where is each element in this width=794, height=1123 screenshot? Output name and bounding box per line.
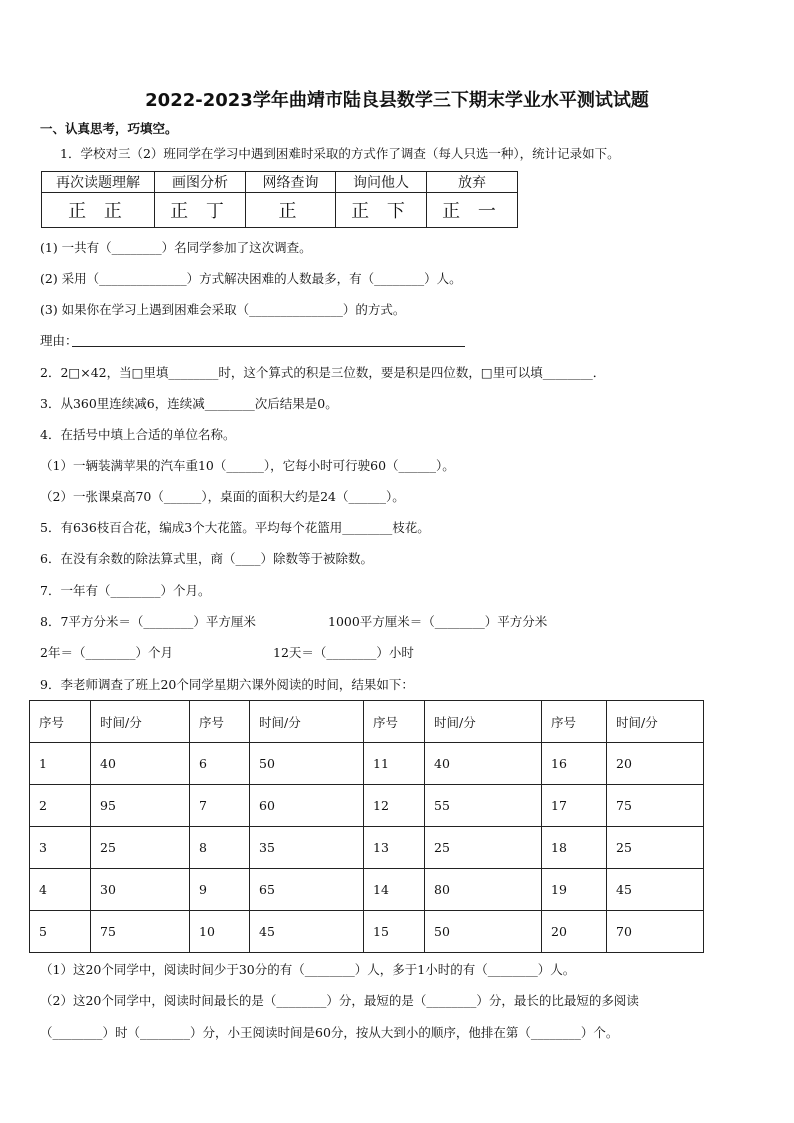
header-cell-time: 时间/分 [607,701,704,743]
table-row [30,911,704,953]
q4-stem: 4．在括号中填上合适的单位名称。 [40,427,236,442]
table-cell: 9 [190,869,250,911]
table-cell: 75 [91,911,190,953]
q9-sub2-line2: （________）时（________）分，小王阅读时间是60分，按从大到小的顺序，他排在第（________）个。 [40,1025,619,1040]
table-row [30,785,704,827]
tally-header: 再次读题理解 [42,172,155,193]
table-cell: 50 [250,743,364,785]
table-cell: 11 [364,743,425,785]
table-cell: 19 [542,869,607,911]
table-cell: 3 [30,827,91,869]
table-cell: 40 [91,743,190,785]
tally-mark: 正 [246,193,336,228]
table-cell: 4 [30,869,91,911]
table-cell: 17 [542,785,607,827]
page-title: 2022-2023学年曲靖市陆良县数学三下期末学业水平测试试题 [145,90,649,111]
table-cell: 18 [542,827,607,869]
table-row [30,743,704,785]
table-cell: 16 [542,743,607,785]
tally-header: 网络查询 [246,172,336,193]
q8-c: 2年＝（________）个月 [40,645,173,660]
header-cell-no: 序号 [190,701,250,743]
q8-b: 1000平方厘米＝（________）平方分米 [328,614,548,629]
table-cell: 7 [190,785,250,827]
header-cell-time: 时间/分 [425,701,542,743]
q1-sub2: (2) 采用（______________）方式解决困难的人数最多，有（________）人。 [40,271,462,286]
table-cell: 20 [542,911,607,953]
q9-stem: 9．李老师调查了班上20个同学星期六课外阅读的时间，结果如下： [40,677,414,692]
table-row [30,827,704,869]
table-cell: 10 [190,911,250,953]
q4-sub1: （1）一辆装满苹果的汽车重10（______），它每小时可行驶60（______）。 [40,458,455,473]
q8-d: 12天＝（________）小时 [273,645,414,660]
q6: 6．在没有余数的除法算式里，商（____）除数等于被除数。 [40,551,373,566]
q5: 5．有636枝百合花，编成3个大花篮。平均每个花篮用________枝花。 [40,520,430,535]
table-cell: 25 [91,827,190,869]
table-cell: 30 [91,869,190,911]
header-cell-no: 序号 [364,701,425,743]
table-cell: 60 [250,785,364,827]
tally-mark: 正 下 [336,193,427,228]
table-cell: 45 [250,911,364,953]
q3: 3．从360里连续减6，连续减________次后结果是0。 [40,396,338,411]
table-cell: 40 [425,743,542,785]
table-cell: 8 [190,827,250,869]
table-cell: 20 [607,743,704,785]
table-cell: 45 [607,869,704,911]
tally-header: 画图分析 [155,172,246,193]
q8-a: 8．7平方分米＝（________）平方厘米 [40,614,256,629]
q1-sub1: (1) 一共有（________）名同学参加了这次调查。 [40,240,312,255]
table-cell: 75 [607,785,704,827]
q1-sub3: (3) 如果你在学习上遇到困难会采取（_______________）的方式。 [40,302,406,317]
table-cell: 13 [364,827,425,869]
q7: 7．一年有（________）个月。 [40,583,211,598]
q9-sub1: （1）这20个同学中，阅读时间少于30分的有（________）人，多于1小时的有（________）人。 [40,962,576,977]
table-cell: 14 [364,869,425,911]
table-cell: 80 [425,869,542,911]
tally-header: 放弃 [427,172,518,193]
q2: 2．2□×42，当□里填________时，这个算式的积是三位数，要是积是四位数，□里可以填________． [40,365,606,380]
table-cell: 2 [30,785,91,827]
table-row [30,869,704,911]
table-cell: 25 [425,827,542,869]
tally-table [41,171,518,228]
header-cell-time: 时间/分 [91,701,190,743]
tally-mark: 正 正 [42,193,155,228]
table-cell: 25 [607,827,704,869]
q1-stem: 1．学校对三（2）班同学在学习中遇到困难时采取的方式作了调查（每人只选一种），统计记录如下。 [60,146,620,161]
table-cell: 15 [364,911,425,953]
table-cell: 1 [30,743,91,785]
table-cell: 50 [425,911,542,953]
table-cell: 65 [250,869,364,911]
tally-mark: 正 丁 [155,193,246,228]
header-cell-no: 序号 [542,701,607,743]
q1-reason-label: 理由： [40,333,78,348]
table-header-row [30,701,704,743]
reading-time-table [29,700,704,953]
table-cell: 95 [91,785,190,827]
table-cell: 5 [30,911,91,953]
table-cell: 12 [364,785,425,827]
table-cell: 6 [190,743,250,785]
table-cell: 35 [250,827,364,869]
section-heading: 一、认真思考，巧填空。 [40,121,178,136]
q4-sub2: （2）一张课桌高70（______），桌面的面积大约是24（______）。 [40,489,405,504]
tally-header: 询问他人 [336,172,427,193]
q9-sub2-line1: （2）这20个同学中，阅读时间最长的是（________）分，最短的是（________）分，最长的比最短的多阅读 [40,993,639,1008]
header-cell-time: 时间/分 [250,701,364,743]
table-cell: 70 [607,911,704,953]
header-cell-no: 序号 [30,701,91,743]
table-cell: 55 [425,785,542,827]
tally-mark: 正 一 [427,193,518,228]
reason-answer-line [72,346,465,347]
